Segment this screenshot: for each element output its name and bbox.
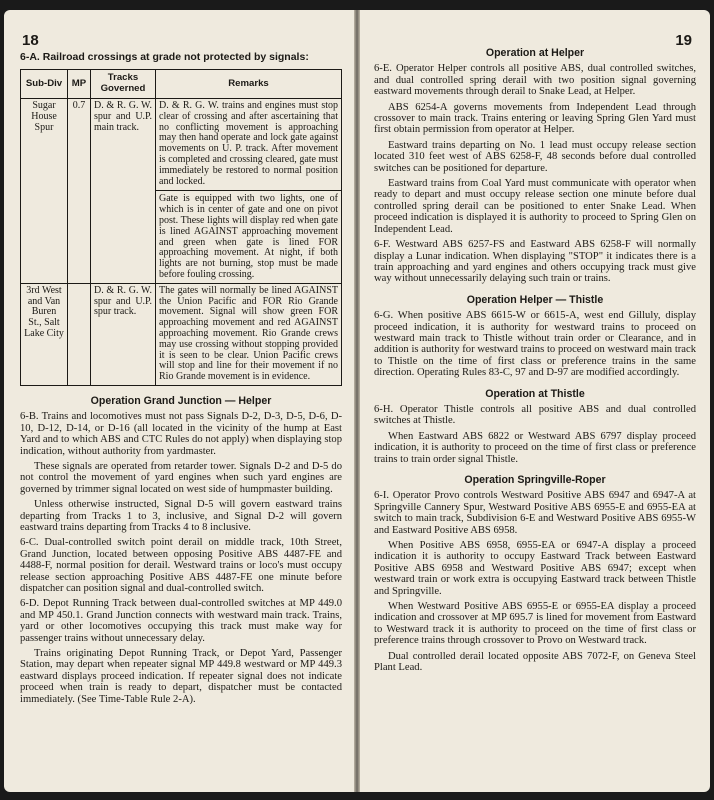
rule-6i: 6-I. Operator Provo controls Westward Positive ABS 6947 and 6947-A at Springville Cannery Spur, Westward Positive ABS 6955-E and 6955-EA at switch to main track, Subdivision 6-E and Westward Positive ABS 6955-W and Eastward Positive ABS 6958. [374, 490, 696, 536]
col-subdiv: Sub-Div [21, 70, 68, 99]
remark-text: D. & R. G. W. trains and engines must stop clear of crossing and after ascertaining that no conflicting movement is approaching may then hand operate and lock gate against movements on U. P. track. After movement is completed and crossing cleared, gate must immediately be restored to normal position and locked. [159, 100, 338, 187]
page-19-content [374, 48, 696, 678]
paragraph: When Positive ABS 6958, 6955-EA or 6947-A display a proceed indication it is authority to occupy Eastward Track between Eastward Positive ABS 6958 and Westward Positive ABS 6947; except when westward train or work extra is occupying Eastward track between Thistle and Springville. [374, 540, 696, 597]
page-18 [4, 10, 354, 792]
cell-mp [68, 283, 91, 385]
paragraph: Dual controlled derail located opposite ABS 7072-F, on Geneva Steel Plant Lead. [374, 650, 696, 674]
col-tracks: Tracks Governed [91, 70, 156, 99]
paragraph: Eastward trains departing on No. 1 lead must occupy release section located 310 feet west of ABS 6258-F, 48 seconds before dual controlled switches can be positioned for departure. [374, 139, 696, 174]
paragraph: Trains originating Depot Running Track, or Depot Yard, Passenger Station, may depart when repeater signal MP 449.8 westward or MP 449.3 eastward displays proceed indication. If repeater signal does not indicate proceed when train is ready to depart, dispatcher must be contacted immediately. (See Time-Table Rule 2-A). [20, 648, 342, 705]
paragraph: ABS 6254-A governs movements from Independent Lead through crossover to main track. Trains entering or leaving Spring Glen Yard must first obtain permission from operator at Helper. [374, 101, 696, 136]
rule-6e: 6-E. Operator Helper controls all positive ABS, dual controlled switches, and dual controlled spring derail with two position signal governing eastward movements through derail to Snake Lead, at Helper. [374, 63, 696, 98]
paragraph: When Eastward ABS 6822 or Westward ABS 6797 display proceed indication, it is authority to proceed on the time of first class or preference trains to train order signal Thistle. [374, 430, 696, 465]
remark-text: Gate is equipped with two lights, one of which is in center of gate and one on pivot post. These lights will display red when gate is lined AGAINST approaching movement and green when gate is lined FOR approaching movement. At night, if both lights are not burning, stop must be made before fouling crossing. [156, 190, 341, 280]
section-heading: Operation Grand Junction — Helper [90, 394, 272, 407]
cell-remarks [156, 99, 342, 284]
rule-6d: 6-D. Depot Running Track between dual-controlled switches at MP 449.0 and MP 450.1. Grand Junction connects with westward main track. Trains, yard or other locomotives occupying this track must make way for passenger trains without unnecessary delay. [20, 598, 342, 644]
col-mp: MP [68, 70, 91, 99]
cell-tracks: D. & R. G. W. spur and U.P. main track. [91, 99, 156, 284]
rule-6g: 6-G. When positive ABS 6615-W or 6615-A, west end Gilluly, display proceed indication, it is authority for westward trains to proceed on westward main track to Thistle without train order or Clearance, and in addition is authority for westward trains to proceed on westward main track to Thistle on the time of first class or preference trains in the same direction. Operating Rules 83-C, 97 and D-97 are modified accordingly. [374, 310, 696, 379]
remark-text: The gates will normally be lined AGAINST the Union Pacific and FOR Rio Grande movement. Signal will show green FOR approaching movement and red AGAINST approaching movement. Rio Grande crews may use crossing without stopping provided it is seen to be clear. Union Pacific crews will stop and line for their movement if no Rio Grande movement is in evidence. [159, 284, 338, 383]
page-19 [360, 10, 710, 792]
section-heading: Operation at Helper [485, 47, 585, 59]
table-row [21, 283, 342, 385]
paragraph: When Westward Positive ABS 6955-E or 6955-EA display a proceed indication and crossover at MP 695.7 is lined for movement from Eastward to Westward track it is authority to proceed on the time of first class or preference trains through crossover to Provo on Westward track. [374, 601, 696, 647]
paragraph: Eastward trains from Coal Yard must communicate with operator when ready to depart and must occupy release section one minute before dual controlled spring derail can be positioned to enter Snake Lead. When proceed indication is displayed it is authority to proceed to Spring Glen on Independent Lead. [374, 178, 696, 235]
rule-6c: 6-C. Dual-controlled switch point derail on middle track, 10th Street, Grand Junction, located between opposing Positive ABS 4487-FE and 4488-F, normal position for derail. Westward trains or loco's must occupy release section approaching Positive ABS 4487-FE one minute before dispatcher can position signal and dual-controlled switch. [20, 537, 342, 595]
section-heading: Operation Springville-Roper [464, 474, 606, 486]
rule-6f: 6-F. Westward ABS 6257-FS and Eastward ABS 6258-F will normally display a Lunar indication. When displaying "STOP" it indicates there is a train approaching and yard engines and others occupying track must give way without unnecessarily delaying such train or trains. [374, 239, 696, 285]
cell-subdiv: 3rd West and Van Buren St., Salt Lake City [21, 283, 68, 385]
cell-mp: 0.7 [68, 99, 91, 284]
paragraph: These signals are operated from retarder tower. Signals D-2 and D-5 do not control the movement of yard engines when such yard engines are governed by trimmer signal located on west side of humpmaster building. [20, 460, 342, 495]
page-number: 19 [675, 32, 692, 49]
cell-tracks: D. & R. G. W. spur and U.P. spur track. [91, 283, 156, 385]
table-row [21, 99, 342, 284]
crossings-table [20, 69, 342, 386]
table-header-row [21, 70, 342, 99]
page-number: 18 [22, 32, 39, 49]
col-remarks: Remarks [156, 70, 342, 99]
section-heading: Operation at Thistle [485, 387, 585, 400]
cell-subdiv: Sugar House Spur [21, 99, 68, 284]
paragraph: Unless otherwise instructed, Signal D-5 will govern eastward trains departing from Tracks 1 to 3, inclusive, and Signal D-2 will govern eastward trains departing from Tracks 4 to 8 inclusive. [20, 499, 342, 533]
rule-6b: 6-B. Trains and locomotives must not pass Signals D-2, D-3, D-5, D-6, D-10, D-12, D-14, or D-16 (all located in the vicinity of the hump at East Yard and to which ABS and CTC Rules do not apply) when displaying stop indication, without authority from yardmaster. [20, 411, 342, 457]
section-heading: Operation Helper — Thistle [466, 293, 604, 306]
cell-remarks [156, 283, 342, 385]
rule-6h: 6-H. Operator Thistle controls all positive ABS and dual controlled switches at Thistle. [374, 403, 696, 427]
page-18-content [20, 52, 342, 709]
rule-6a-title: 6-A. Railroad crossings at grade not protected by signals: [20, 51, 309, 63]
